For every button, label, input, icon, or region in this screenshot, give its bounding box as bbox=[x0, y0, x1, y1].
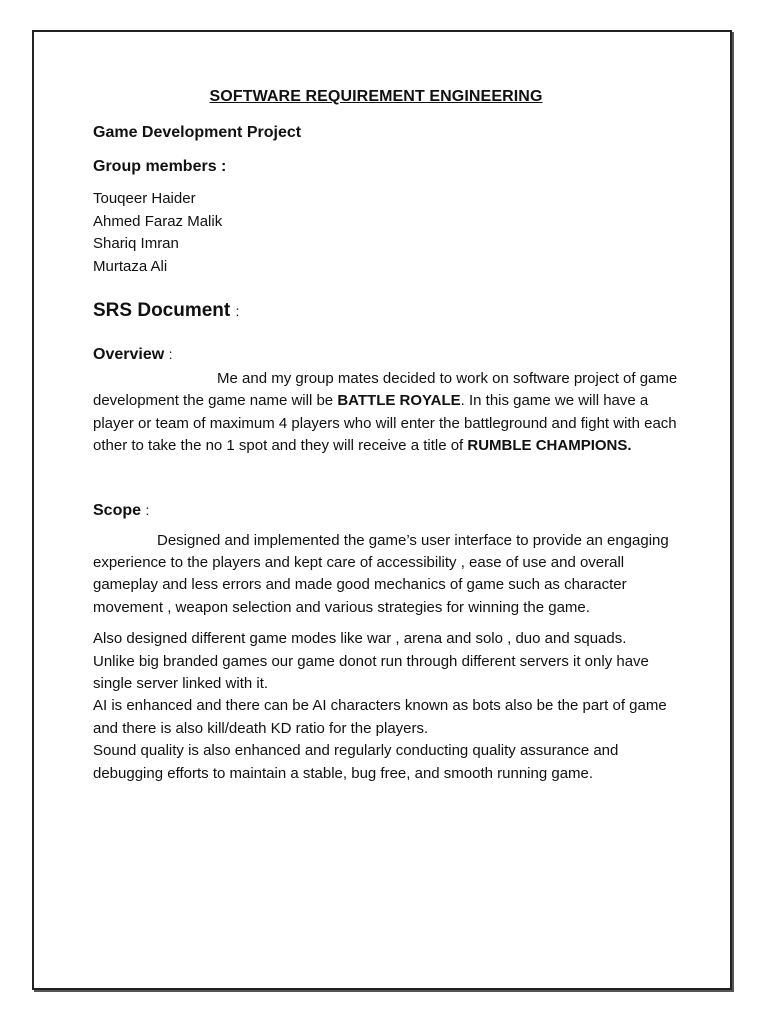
srs-heading bbox=[93, 300, 683, 322]
overview-text-2: . In this game we will have a player or team of maximum 4 players who will enter the battleground and fight with each other to take the no 1 spot and they will receive a title of bbox=[93, 392, 677, 455]
scope-heading bbox=[93, 502, 683, 520]
overview-text-1: Me and my group mates decided to work on software project of game development the game name will be bbox=[93, 370, 678, 410]
scope-line: Also designed different game modes like war , arena and solo , duo and squads. bbox=[93, 630, 627, 648]
scope-line: Sound quality is also enhanced and regularly conducting quality assurance and debugging efforts to maintain a stable, bug free, and smooth running game. bbox=[93, 742, 619, 782]
scope-heading-text: Scope bbox=[93, 501, 142, 519]
scope-paragraph-2 bbox=[93, 628, 683, 785]
game-name: BATTLE ROYALE bbox=[337, 392, 461, 410]
members-list bbox=[93, 188, 683, 278]
scope-paragraph-1 bbox=[93, 530, 683, 620]
overview-heading bbox=[93, 346, 683, 364]
overview-heading-colon: : bbox=[168, 346, 173, 362]
project-name: Game Development Project bbox=[93, 124, 302, 141]
member-item: Murtaza Ali bbox=[93, 257, 168, 275]
scope-line: AI is enhanced and there can be AI characters known as bots also be the part of game and there is also kill/death KD ratio for the players. bbox=[93, 697, 667, 737]
title-name: RUMBLE CHAMPIONS. bbox=[467, 437, 632, 455]
scope-heading-colon: : bbox=[145, 501, 150, 518]
member-item: Touqeer Haider bbox=[93, 190, 196, 207]
member-item: Shariq Imran bbox=[93, 235, 179, 252]
overview-heading-text: Overview bbox=[93, 346, 165, 363]
scope-line: Unlike big branded games our game donot run through different servers it only have single server linked with it. bbox=[93, 652, 649, 693]
srs-heading-text: SRS Document bbox=[93, 300, 231, 321]
member-item: Ahmed Faraz Malik bbox=[93, 212, 223, 230]
document-title: SOFTWARE REQUIREMENT ENGINEERING bbox=[209, 88, 543, 105]
document-content bbox=[93, 88, 683, 785]
srs-heading-colon: : bbox=[235, 303, 240, 319]
members-heading: Group members : bbox=[93, 158, 227, 175]
overview-paragraph bbox=[93, 368, 683, 458]
scope-paragraph-1-text: Designed and implemented the game’s user interface to provide an engaging experience to the players and kept care of accessibility , ease of use and overall gameplay and less errors and made good mechanics of game such as character movement , weapon selection and various strategies for winning the game. bbox=[93, 531, 669, 616]
